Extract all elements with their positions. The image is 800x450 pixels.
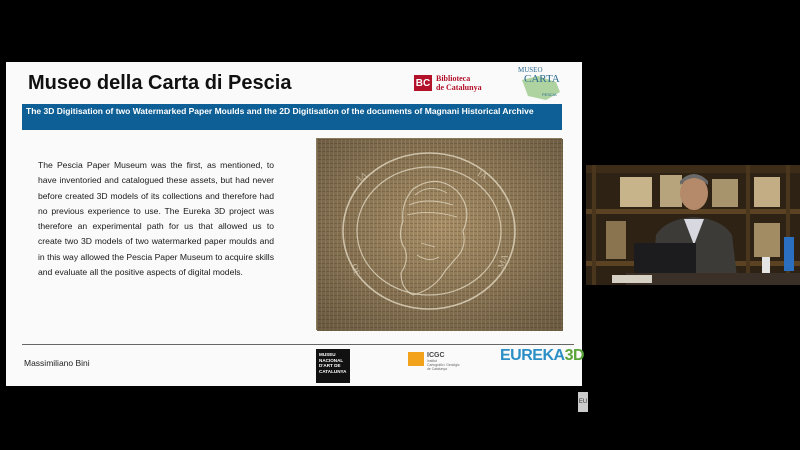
- icgc-logo-name: ICGC: [427, 352, 445, 359]
- icgc-logo-sub3: de Catalunya: [427, 367, 447, 371]
- bc-logo-mark: BC: [414, 75, 432, 91]
- svg-text:ΑΔ: ΑΔ: [353, 169, 369, 185]
- slide-body-text: The Pescia Paper Museum was the first, as mentioned, to have inventoried and catalogued these assets, but had never before created 3D models of its collections and therefore had no previous experience to use. The Eureka 3D project was therefore an experimental path for us that allowed us to create two 3D models of two watermarked paper moulds and in this way allowed the Pescia Paper Museum to acquire skills and evaluate all the positive aspects of digital models.: [38, 160, 274, 278]
- mnac-logo: MUSEU NACIONAL D'ART DE CATALUNYA: [316, 349, 350, 383]
- bc-logo-line2: de Catalunya: [436, 83, 482, 92]
- eureka-word: EUREKA: [500, 347, 565, 364]
- icgc-logo-sub1: Institut: [427, 359, 437, 363]
- biblioteca-catalunya-logo: [414, 74, 482, 92]
- icgc-logo: [408, 352, 460, 371]
- eureka-3d-suffix: 3D: [564, 347, 585, 364]
- museo-logo-line1: MUSEO: [518, 66, 543, 74]
- presenter-name: Massimiliano Bini: [24, 358, 90, 368]
- bc-logo-line1: Biblioteca: [436, 74, 471, 83]
- speaker-camera-inset: [586, 165, 800, 285]
- museo-logo-line2: CARTA: [524, 73, 560, 85]
- museo-logo-line3: PESCIA: [542, 92, 557, 97]
- icgc-logo-mark: [408, 352, 424, 366]
- slide-edge-tab: EU: [578, 392, 588, 412]
- watermarked-mould-image: [316, 138, 562, 330]
- svg-text:ΩΕ: ΩΕ: [349, 262, 363, 278]
- presentation-slide: [6, 62, 588, 405]
- eureka3d-logo: [500, 347, 584, 365]
- svg-text:ΙΑ: ΙΑ: [476, 168, 490, 182]
- museo-carta-logo: [516, 66, 562, 102]
- slide-title: Museo della Carta di Pescia: [28, 72, 292, 94]
- svg-text:ΜΑ: ΜΑ: [495, 252, 510, 270]
- icgc-logo-sub2: Cartogràfic i Geològic: [427, 363, 460, 367]
- slide-subtitle-banner: The 3D Digitisation of two Watermarked Paper Moulds and the 2D Digitisation of the documents of Magnani Historical Archive: [22, 104, 562, 130]
- slide-footer-divider: [22, 344, 574, 345]
